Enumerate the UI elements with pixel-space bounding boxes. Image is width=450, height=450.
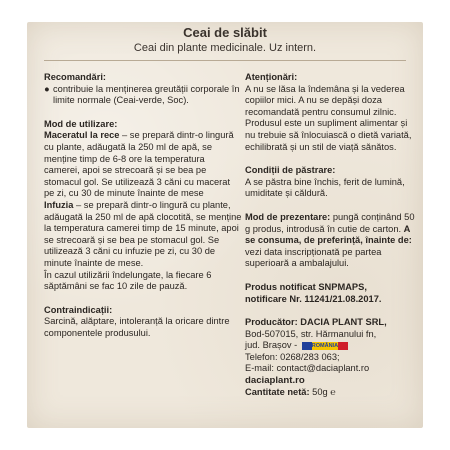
email-text: E-mail: contact@daciaplant.ro — [245, 363, 370, 374]
infuzia-paragraph — [44, 200, 242, 270]
recomandari-item — [44, 84, 242, 107]
recomandari-heading: Recomandări: — [44, 72, 106, 82]
address-line-1: Bod-507015, str. Hărmanului fn, — [245, 328, 377, 339]
pastrare-heading: Condiții de păstrare: — [245, 165, 336, 176]
producator-label: Producător: DACIA PLANT SRL, — [245, 317, 387, 328]
bullet-icon: ● — [44, 83, 50, 94]
product-subtitle: Ceai din plante medicinale. Uz intern. — [133, 42, 317, 54]
macerat-label: Maceratul la rece — [44, 130, 120, 141]
right-column — [245, 72, 415, 398]
macerat-text: – se prepară dintr-o lingură cu plante, adăugată la 250 ml de apă, se menține timp de 6-8 ore la temperatura camerei, apoi se strecoară și se bea pe stomacul gol. Se utilizează 3 căni cu macerat pe zi, cu 30 de minute înainte de mese — [44, 130, 234, 199]
address-line-2 — [245, 340, 415, 352]
pauza-text: În cazul utilizării îndelungate, la fiecare 6 săptămâni se fac 10 zile de pauză. — [44, 269, 212, 292]
flag-label: ROMÂNIA — [311, 342, 339, 349]
mod-utilizare-heading: Mod de utilizare: — [44, 118, 118, 129]
product-title: Ceai de slăbit — [183, 25, 267, 40]
consuma-text: vezi data inscripționată pe partea superioară a ambalajului. — [245, 246, 382, 269]
cantitate-label: Cantitate netă: — [245, 386, 310, 397]
macerat-paragraph — [44, 130, 242, 200]
contraindicatii-heading: Contraindicații: — [44, 304, 113, 315]
prezentare-paragraph — [245, 212, 415, 270]
header-divider — [44, 60, 406, 61]
romania-flag-icon — [302, 342, 348, 350]
consuma-label: A se consuma, de preferință, înainte de: — [245, 223, 412, 246]
atentionari-text: A nu se lăsa la îndemâna și la vederea copiilor mici. A nu se depăși doza recomandată pentru consumul zilnic. Produsul este un supliment alimentar și nu trebuie să înlocuiască o dietă variată, echilibrată și un stil de viață sănătos. — [245, 83, 412, 152]
atentionari-heading: Atenționări: — [245, 72, 298, 82]
notificat-line-1: Produs notificat SNPMAPS, — [245, 281, 367, 292]
prezentare-label: Mod de prezentare: — [245, 211, 331, 222]
infuzia-label: Infuzia — [44, 199, 74, 210]
cantitate-value: 50g ℮ — [309, 386, 336, 397]
cantitate-paragraph — [245, 387, 415, 399]
left-column — [44, 72, 242, 339]
recomandari-text: contribuie la menținerea greutății corporale în limite normale (Ceai-verde, Soc). — [53, 83, 240, 106]
website-text: daciaplant.ro — [245, 375, 305, 387]
telefon-text: Telefon: 0268/283 063; — [245, 351, 340, 362]
address-county: jud. Brașov - — [245, 340, 300, 351]
infuzia-text: – se prepară dintr-o lingură cu plante, adăugată la 250 ml de apă clocotită, se menține la temperatura camerei timp de 15 minute, apoi se strecoară și se bea pe stomacul gol. Se utilizează 3 căni cu infuzie pe zi, cu 30 de minute înainte de mese. — [44, 199, 242, 268]
prezentare-text: pungă conținând 50 g produs, introdusă în cutie de carton. — [245, 211, 415, 234]
pastrare-text: A se păstra bine închis, ferit de lumină, umiditate și căldură. — [245, 176, 405, 199]
contraindicatii-text: Sarcină, alăptare, intoleranță la oricare dintre componentele produsului. — [44, 316, 230, 338]
notificat-line-2: notificare Nr. 11241/21.08.2017. — [245, 293, 382, 304]
